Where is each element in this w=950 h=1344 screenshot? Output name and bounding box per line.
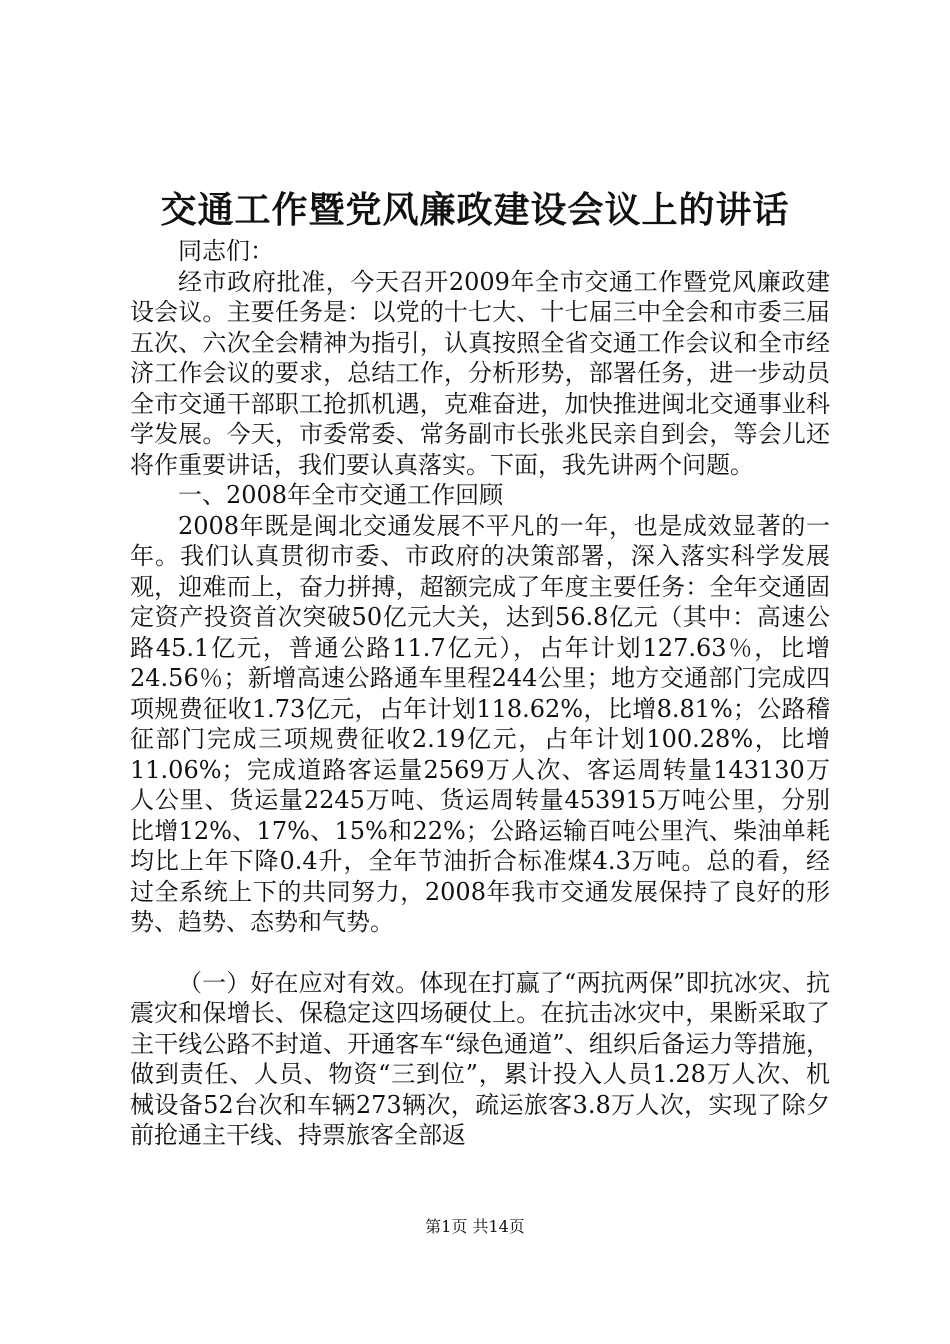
paragraph-subsection-1: （一）好在应对有效。体现在打赢了“两抗两保”即抗冰灾、抗震灾和保增长、保稳定这四场硬仗上。在抗击冰灾中，果断采取了主干线公路不封道、开通客车“绿色通道”、组织后备运力等措施，做到责任、人员、物资“三到位”，累计投入人员1.28万人次、机械设备52台次和车辆273辆次，疏运旅客3.8万人次，实现了除夕前抢通主干线、持票旅客全部返 — [130, 968, 830, 1149]
document-body — [130, 236, 830, 1151]
paragraph-review: 2008年既是闽北交通发展不平凡的一年，也是成效显著的一年。我们认真贯彻市委、市政府的决策部署，深入落实科学发展观，迎难而上，奋力拼搏，超额完成了年度主要任务：全年交通固定资产投资首次突破50亿元大关，达到56.8亿元（其中：高速公路45.1亿元，普通公路11.7亿元），占年计划127.63％，比增24.56％；新增高速公路通车里程244公里；地方交通部门完成四项规费征收1.73亿元，占年计划118.62%，比增8.81%；公路稽征部门完成三项规费征收2.19亿元，占年计划100.28%，比增11.06%；完成道路客运量2569万人次、客运周转量143130万人公里、货运量2245万吨、货运周转量453915万吨公里，分别比增12%、17%、15%和22%；公路运输百吨公里汽、柴油单耗均比上年下降0.4升，全年节油折合标准煤4.3万吨。总的看，经过全系统上下的共同努力，2008年我市交通发展保持了良好的形势、趋势、态势和气势。 — [130, 511, 830, 936]
page-number-footer: 第1页 共14页 — [425, 1217, 525, 1236]
paragraph-intro: 经市政府批准，今天召开2009年全市交通工作暨党风廉政建设会议。主要任务是：以党的十七大、十七届三中全会和市委三届五次、六次全会精神为指引，认真按照全省交通工作会议和全市经济工作会议的要求，总结工作，分析形势，部署任务，进一步动员全市交通干部职工抢抓机遇，克难奋进，加快推进闽北交通事业科学发展。今天，市委常委、常务副市长张兆民亲自到会，等会儿还将作重要讲话，我们要认真落实。下面，我先讲两个问题。 — [130, 267, 830, 479]
document-title: 交通工作暨党风廉政建设会议上的讲话 — [160, 189, 790, 231]
salutation: 同志们： — [178, 237, 274, 265]
section-heading: 一、2008年全市交通工作回顾 — [178, 481, 504, 509]
